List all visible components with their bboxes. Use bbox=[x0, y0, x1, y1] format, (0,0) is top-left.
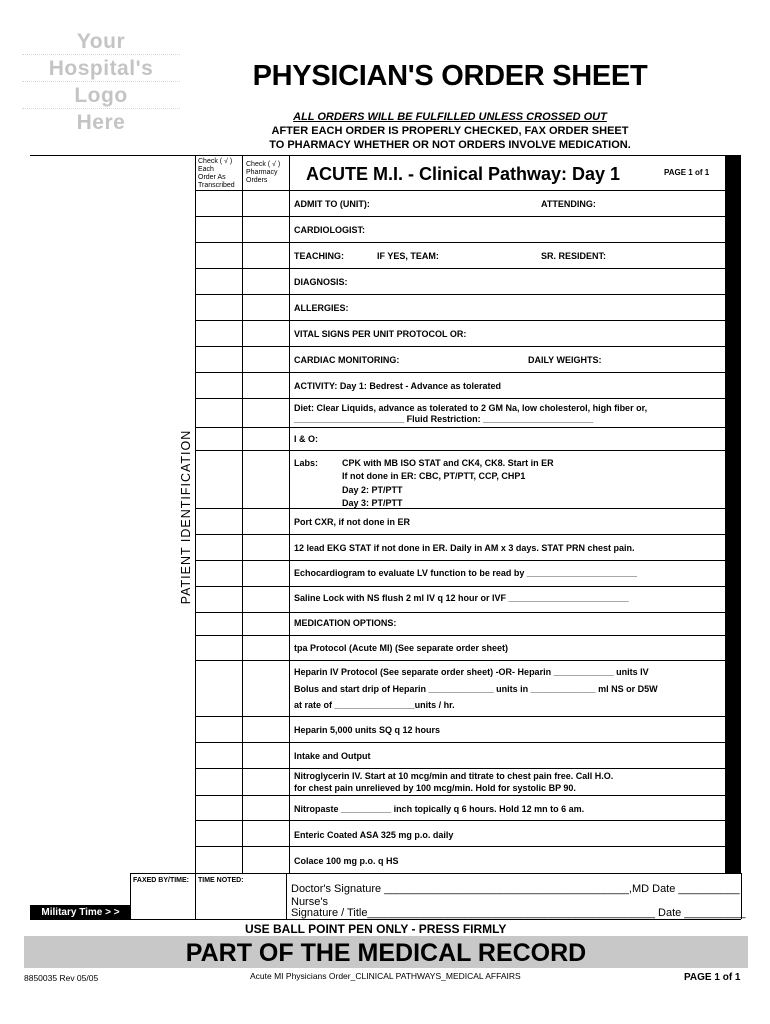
port-cxr-order[interactable]: Port CXR, if not done in ER bbox=[294, 517, 410, 527]
nitropaste-order[interactable]: Nitropaste __________ inch topically q 6 hours. Hold 12 mn to 6 am. bbox=[294, 804, 585, 814]
military-time-label: Military Time > > bbox=[30, 905, 131, 920]
medication-options-label: MEDICATION OPTIONS: bbox=[294, 618, 397, 628]
check-pharmacy-header: Check ( √ ) Pharmacy Orders bbox=[246, 161, 281, 184]
colace-order[interactable]: Colace 100 mg p.o. q HS bbox=[294, 856, 399, 866]
right-edge-bar bbox=[725, 155, 741, 873]
asa-order[interactable]: Enteric Coated ASA 325 mg p.o. daily bbox=[294, 830, 454, 840]
diet-order-line-2[interactable]: ______________________ Fluid Restriction: ______________________ bbox=[294, 414, 594, 424]
pathway-title: ACUTE M.I. - Clinical Pathway: Day 1 bbox=[306, 164, 621, 184]
diet-order-line-1[interactable]: Diet: Clear Liquids, advance as tolerated to 2 GM Na, low cholesterol, high fiber or, bbox=[294, 403, 648, 413]
allergies-field[interactable]: ALLERGIES: bbox=[294, 303, 349, 313]
teaching-field[interactable]: TEACHING: bbox=[294, 251, 344, 261]
labs-label: Labs: bbox=[294, 458, 319, 468]
echo-order[interactable]: Echocardiogram to evaluate LV function to be read by ______________________ bbox=[294, 568, 637, 578]
intake-output-order[interactable]: Intake and Output bbox=[294, 751, 371, 761]
labs-line-4[interactable]: Day 3: PT/PTT bbox=[342, 498, 403, 508]
footer-page-indicator: PAGE 1 of 1 bbox=[684, 972, 741, 983]
daily-weights-field[interactable]: DAILY WEIGHTS: bbox=[528, 355, 602, 365]
hospital-logo-placeholder bbox=[22, 28, 180, 140]
heparin-order-line-2[interactable]: Bolus and start drip of Heparin _____________ units in _____________ ml NS or D5W bbox=[294, 684, 658, 694]
sr-resident-field[interactable]: SR. RESIDENT: bbox=[541, 251, 607, 261]
medical-record-text: PART OF THE MEDICAL RECORD bbox=[185, 939, 587, 967]
diagnosis-field[interactable]: DIAGNOSIS: bbox=[294, 277, 348, 287]
column-divider-1 bbox=[195, 155, 196, 873]
tpa-order[interactable]: tpa Protocol (Acute MI) (See separate order sheet) bbox=[294, 643, 509, 653]
doctor-signature-field[interactable]: Doctor's Signature ________________________________________,MD Date __________ bbox=[291, 883, 740, 895]
bottom-divider-3 bbox=[286, 873, 287, 919]
activity-order[interactable]: ACTIVITY: Day 1: Bedrest - Advance as tolerated bbox=[294, 381, 502, 391]
nurse-label: Nurse's bbox=[291, 896, 328, 908]
page-indicator: PAGE 1 of 1 bbox=[664, 168, 710, 177]
pen-notice: USE BALL POINT PEN ONLY - PRESS FIRMLY bbox=[245, 922, 507, 936]
page-title: PHYSICIAN'S ORDER SHEET bbox=[252, 60, 648, 92]
cardiologist-field[interactable]: CARDIOLOGIST: bbox=[294, 225, 365, 235]
io-field[interactable]: I & O: bbox=[294, 434, 318, 444]
cardiac-monitoring-field[interactable]: CARDIAC MONITORING: bbox=[294, 355, 400, 365]
notice-line-2: AFTER EACH ORDER IS PROPERLY CHECKED, FAX ORDER SHEET bbox=[271, 125, 629, 137]
column-divider-3 bbox=[289, 155, 290, 873]
vital-signs-field[interactable]: VITAL SIGNS PER UNIT PROTOCOL OR: bbox=[294, 329, 467, 339]
team-field[interactable]: IF YES, TEAM: bbox=[377, 251, 439, 261]
labs-line-1[interactable]: CPK with MB ISO STAT and CK4, CK8. Start in ER bbox=[342, 458, 554, 468]
heparin-sq-order[interactable]: Heparin 5,000 units SQ q 12 hours bbox=[294, 725, 441, 735]
labs-line-3[interactable]: Day 2: PT/PTT bbox=[342, 485, 403, 495]
bottom-rule bbox=[30, 919, 741, 920]
heparin-order-line-3[interactable]: at rate of ________________units / hr. bbox=[294, 700, 455, 710]
form-top-border bbox=[30, 155, 741, 156]
nitro-order-line-2[interactable]: for chest pain unrelieved by 100 mcg/min. Hold for systolic BP 90. bbox=[294, 783, 576, 793]
nurse-signature-field[interactable]: Signature / Title_______________________________________________ Date __________ bbox=[291, 907, 746, 919]
column-divider-2 bbox=[242, 155, 243, 873]
check-transcribed-header: Check ( √ ) Each Order As Transcribed bbox=[198, 158, 235, 189]
logo-line-4: Here bbox=[76, 111, 126, 134]
nitro-order-line-1[interactable]: Nitroglycerin IV. Start at 10 mcg/min and titrate to chest pain free. Call H.O. bbox=[294, 771, 614, 781]
faxed-by-field[interactable]: FAXED BY/TIME: bbox=[133, 877, 190, 884]
bottom-divider-2 bbox=[195, 873, 196, 919]
saline-order[interactable]: Saline Lock with NS flush 2 ml IV q 12 hour or IVF ________________________ bbox=[294, 593, 629, 603]
labs-line-2[interactable]: If not done in ER: CBC, PT/PTT, CCP, CHP1 bbox=[342, 471, 526, 481]
notice-line-1: ALL ORDERS WILL BE FULFILLED UNLESS CROSSED OUT bbox=[293, 111, 607, 123]
patient-identification-label: PATIENT IDENTIFICATION bbox=[179, 429, 193, 605]
attending-field[interactable]: ATTENDING: bbox=[541, 199, 596, 209]
admit-field[interactable]: ADMIT TO (UNIT): bbox=[294, 199, 370, 209]
form-number: 8850035 Rev 05/05 bbox=[24, 973, 99, 983]
logo-line-1: Your bbox=[76, 30, 126, 53]
heparin-order-line-1[interactable]: Heparin IV Protocol (See separate order sheet) -OR- Heparin ____________ units IV bbox=[294, 667, 649, 677]
logo-line-2: Hospital's bbox=[48, 57, 154, 80]
time-noted-field[interactable]: TIME NOTED: bbox=[198, 877, 244, 884]
ekg-order[interactable]: 12 lead EKG STAT if not done in ER. Daily in AM x 3 days. STAT PRN chest pain. bbox=[294, 543, 635, 553]
form-description: Acute MI Physicians Order_CLINICAL PATHWAYS_MEDICAL AFFAIRS bbox=[250, 971, 521, 981]
notice-line-3: TO PHARMACY WHETHER OR NOT ORDERS INVOLVE MEDICATION. bbox=[269, 139, 631, 151]
logo-line-3: Logo bbox=[74, 84, 128, 107]
